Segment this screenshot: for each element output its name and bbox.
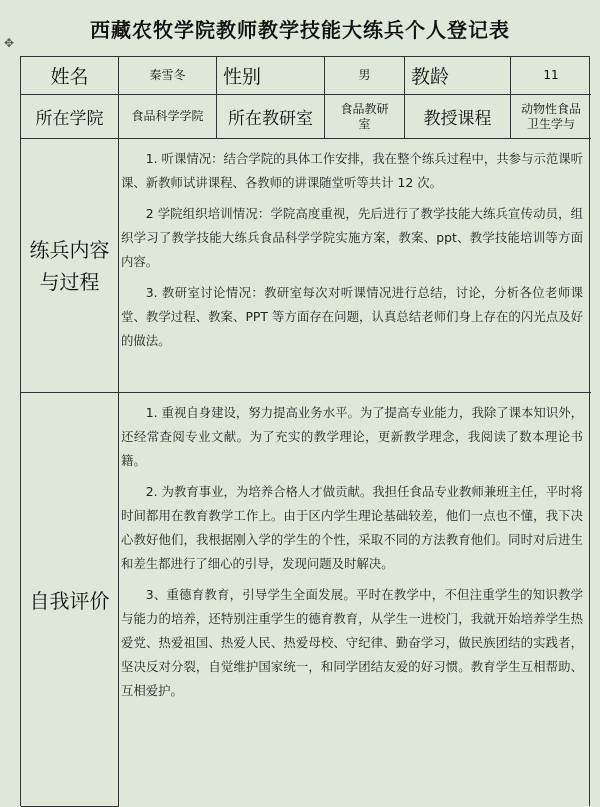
gender-value[interactable]: 男 [325,57,405,95]
name-label: 姓名 [21,57,119,95]
course-label: 教授课程 [405,95,511,139]
college-label: 所在学院 [21,95,119,139]
training-content-label-line2: 与过程 [39,269,100,294]
name-value[interactable]: 秦雪冬 [119,57,217,95]
training-paragraph-1: 1. 听课情况：结合学院的具体工作安排，我在整个练兵过程中，共参与示范课听课、新教师试讲课程、各教师的讲课随堂听等共计 12 次。 [121,151,583,190]
training-paragraph-3: 3. 教研室讨论情况：教研室每次对听课情况进行总结，讨论，分析各位老师课堂、教学过程、教案、PPT 等方面存在问题，认真总结老师们身上存在的闪光点及好的做法。 [121,285,583,348]
gender-label: 性别 [217,57,325,95]
teaching-age-value[interactable]: 11 [511,57,591,95]
self-evaluation-label: 自我评价 [21,393,119,807]
office-label: 所在教研室 [217,95,325,139]
training-content-label-line1: 练兵内容 [29,237,110,262]
evaluation-paragraph-3: 3、重德育教育，引导学生全面发展。平时在教学中，不但注重学生的知识教学与能力的培养，还特别注重学生的德育教育，从学生一进校门，我就开始培养学生热爱党、热爱祖国、热爱人民、热爱母校、守纪律、勤奋学习，做民族团结的实践者，坚决反对分裂，自觉维护国家统一，和同学团结友爱的好习惯。教育学生互相帮助、互相爱护。 [121,587,583,698]
form-title: 西藏农牧学院教师教学技能大练兵个人登记表 [90,18,510,42]
self-evaluation-text[interactable] [121,401,583,805]
table-move-handle-icon[interactable]: ✥ [4,36,15,50]
teaching-age-label: 教龄 [405,57,511,95]
evaluation-paragraph-1: 1. 重视自身建设，努力提高业务水平。为了提高专业能力，我除了课本知识外，还经常查阅专业文献。为了充实的教学理论，更新教学理念，我阅读了数本理论书籍。 [121,405,583,468]
registration-table [20,56,590,806]
college-value[interactable]: 食品科学学院 [119,95,217,139]
office-value[interactable]: 食品教研室 [325,95,405,139]
course-value[interactable]: 动物性食品卫生学与 [511,95,591,139]
training-content-text[interactable] [121,147,583,391]
evaluation-paragraph-2: 2. 为教育事业，为培养合格人才做贡献。我担任食品专业教师兼班主任，平时将时间都用在教育教学工作上。由于区内学生理论基础较差，他们一点也不懂，我下决心教好他们，我根据刚入学的学生的个性，采取不同的方法教育他们。同时对后进生和差生都进行了细心的引导，发现问题及时解决。 [121,484,583,571]
training-content-label [21,139,119,393]
training-paragraph-2: 2 学院组织培训情况：学院高度重视，先后进行了教学技能大练兵宣传动员，组织学习了教学技能大练兵食品科学学院实施方案，教案、ppt、教学技能培训等方面内容。 [121,206,583,269]
